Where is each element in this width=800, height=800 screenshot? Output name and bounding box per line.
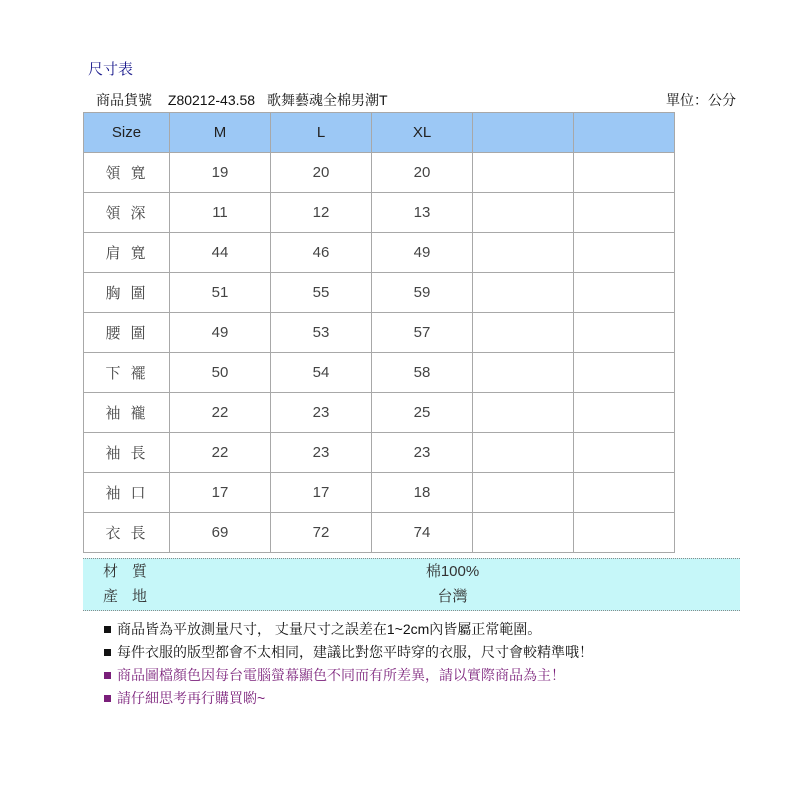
table-cell: 46 bbox=[271, 233, 372, 273]
table-cell bbox=[473, 273, 574, 313]
note-item bbox=[104, 641, 593, 664]
table-cell: 18 bbox=[372, 473, 473, 513]
table-cell: 50 bbox=[170, 353, 271, 393]
square-bullet-icon bbox=[104, 672, 111, 679]
table-row bbox=[84, 153, 675, 193]
unit-label: 單位：公分 bbox=[666, 92, 736, 108]
note-text: 每件衣服的版型都會不太相同，建議比對您平時穿的衣服，尺寸會較精準哦！ bbox=[117, 644, 593, 660]
row-label: 腰圍 bbox=[84, 313, 170, 353]
table-row bbox=[84, 313, 675, 353]
table-cell bbox=[574, 393, 675, 433]
material-label: 材質 bbox=[103, 563, 162, 580]
table-cell bbox=[473, 353, 574, 393]
table-row bbox=[84, 273, 675, 313]
product-name: 歌舞藝魂全棉男潮T bbox=[266, 92, 388, 108]
table-cell: 12 bbox=[271, 193, 372, 233]
table-cell: 19 bbox=[170, 153, 271, 193]
table-row bbox=[84, 513, 675, 553]
table-cell: 54 bbox=[271, 353, 372, 393]
material-value: 棉100% bbox=[425, 563, 480, 580]
header-cell: Size bbox=[84, 113, 170, 153]
table-cell bbox=[473, 513, 574, 553]
note-text: 請仔細思考再行購買喲~ bbox=[117, 690, 266, 706]
table-cell bbox=[574, 313, 675, 353]
table-cell bbox=[473, 193, 574, 233]
table-body bbox=[84, 153, 675, 553]
header-row bbox=[84, 113, 675, 153]
header-cell: M bbox=[170, 113, 271, 153]
table-cell: 11 bbox=[170, 193, 271, 233]
header-cell bbox=[473, 113, 574, 153]
row-label: 領深 bbox=[84, 193, 170, 233]
product-label: 商品貨號 bbox=[96, 92, 152, 108]
row-label: 袖長 bbox=[84, 433, 170, 473]
table-row bbox=[84, 433, 675, 473]
table-row bbox=[84, 353, 675, 393]
table-cell: 25 bbox=[372, 393, 473, 433]
square-bullet-icon bbox=[104, 626, 111, 633]
table-cell bbox=[574, 153, 675, 193]
notes-list bbox=[104, 618, 593, 710]
row-label: 下襬 bbox=[84, 353, 170, 393]
table-cell: 23 bbox=[372, 433, 473, 473]
header-cell: XL bbox=[372, 113, 473, 153]
note-text: 商品皆為平放測量尺寸， 丈量尺寸之誤差在1~2cm內皆屬正常範圍。 bbox=[117, 621, 542, 637]
table-cell: 17 bbox=[271, 473, 372, 513]
row-label: 胸圍 bbox=[84, 273, 170, 313]
table-cell: 44 bbox=[170, 233, 271, 273]
table-row bbox=[84, 393, 675, 433]
table-cell: 17 bbox=[170, 473, 271, 513]
table-row bbox=[84, 233, 675, 273]
row-label: 袖口 bbox=[84, 473, 170, 513]
table-cell bbox=[574, 193, 675, 233]
table-cell bbox=[473, 433, 574, 473]
origin-value: 台灣 bbox=[437, 588, 468, 605]
table-cell: 20 bbox=[372, 153, 473, 193]
note-text: 商品圖檔顏色因每台電腦螢幕顯色不同而有所差異，請以實際商品為主！ bbox=[117, 667, 565, 683]
table-cell bbox=[574, 353, 675, 393]
table-cell bbox=[574, 513, 675, 553]
table-cell: 22 bbox=[170, 393, 271, 433]
row-label: 袖襱 bbox=[84, 393, 170, 433]
header-cell bbox=[574, 113, 675, 153]
info-block bbox=[83, 558, 740, 611]
product-line bbox=[96, 90, 388, 110]
table-cell: 57 bbox=[372, 313, 473, 353]
table-cell: 13 bbox=[372, 193, 473, 233]
note-item bbox=[104, 687, 593, 710]
table-cell: 72 bbox=[271, 513, 372, 553]
note-item bbox=[104, 664, 593, 687]
table-cell bbox=[574, 233, 675, 273]
page-title: 尺寸表 bbox=[88, 61, 134, 78]
origin-row bbox=[83, 584, 740, 609]
table-cell bbox=[473, 153, 574, 193]
table-cell bbox=[473, 473, 574, 513]
table-cell bbox=[574, 433, 675, 473]
square-bullet-icon bbox=[104, 649, 111, 656]
product-code: Z80212-43.58 bbox=[167, 92, 256, 108]
row-label: 衣長 bbox=[84, 513, 170, 553]
table-cell: 53 bbox=[271, 313, 372, 353]
table-row bbox=[84, 473, 675, 513]
note-item bbox=[104, 618, 593, 641]
table-cell: 22 bbox=[170, 433, 271, 473]
table-cell: 58 bbox=[372, 353, 473, 393]
table-cell bbox=[473, 233, 574, 273]
table-cell: 23 bbox=[271, 393, 372, 433]
table-cell bbox=[473, 313, 574, 353]
table-cell bbox=[574, 473, 675, 513]
square-bullet-icon bbox=[104, 695, 111, 702]
material-row bbox=[83, 559, 740, 584]
table-cell: 74 bbox=[372, 513, 473, 553]
size-table bbox=[83, 112, 675, 553]
row-label: 肩寬 bbox=[84, 233, 170, 273]
header-cell: L bbox=[271, 113, 372, 153]
table-cell bbox=[473, 393, 574, 433]
table-cell: 69 bbox=[170, 513, 271, 553]
row-label: 領寬 bbox=[84, 153, 170, 193]
table-cell: 49 bbox=[372, 233, 473, 273]
table-cell: 51 bbox=[170, 273, 271, 313]
table-cell bbox=[574, 273, 675, 313]
table-row bbox=[84, 193, 675, 233]
table-cell: 23 bbox=[271, 433, 372, 473]
origin-label: 產地 bbox=[103, 588, 162, 605]
table-cell: 20 bbox=[271, 153, 372, 193]
table-cell: 55 bbox=[271, 273, 372, 313]
table-cell: 49 bbox=[170, 313, 271, 353]
table-cell: 59 bbox=[372, 273, 473, 313]
